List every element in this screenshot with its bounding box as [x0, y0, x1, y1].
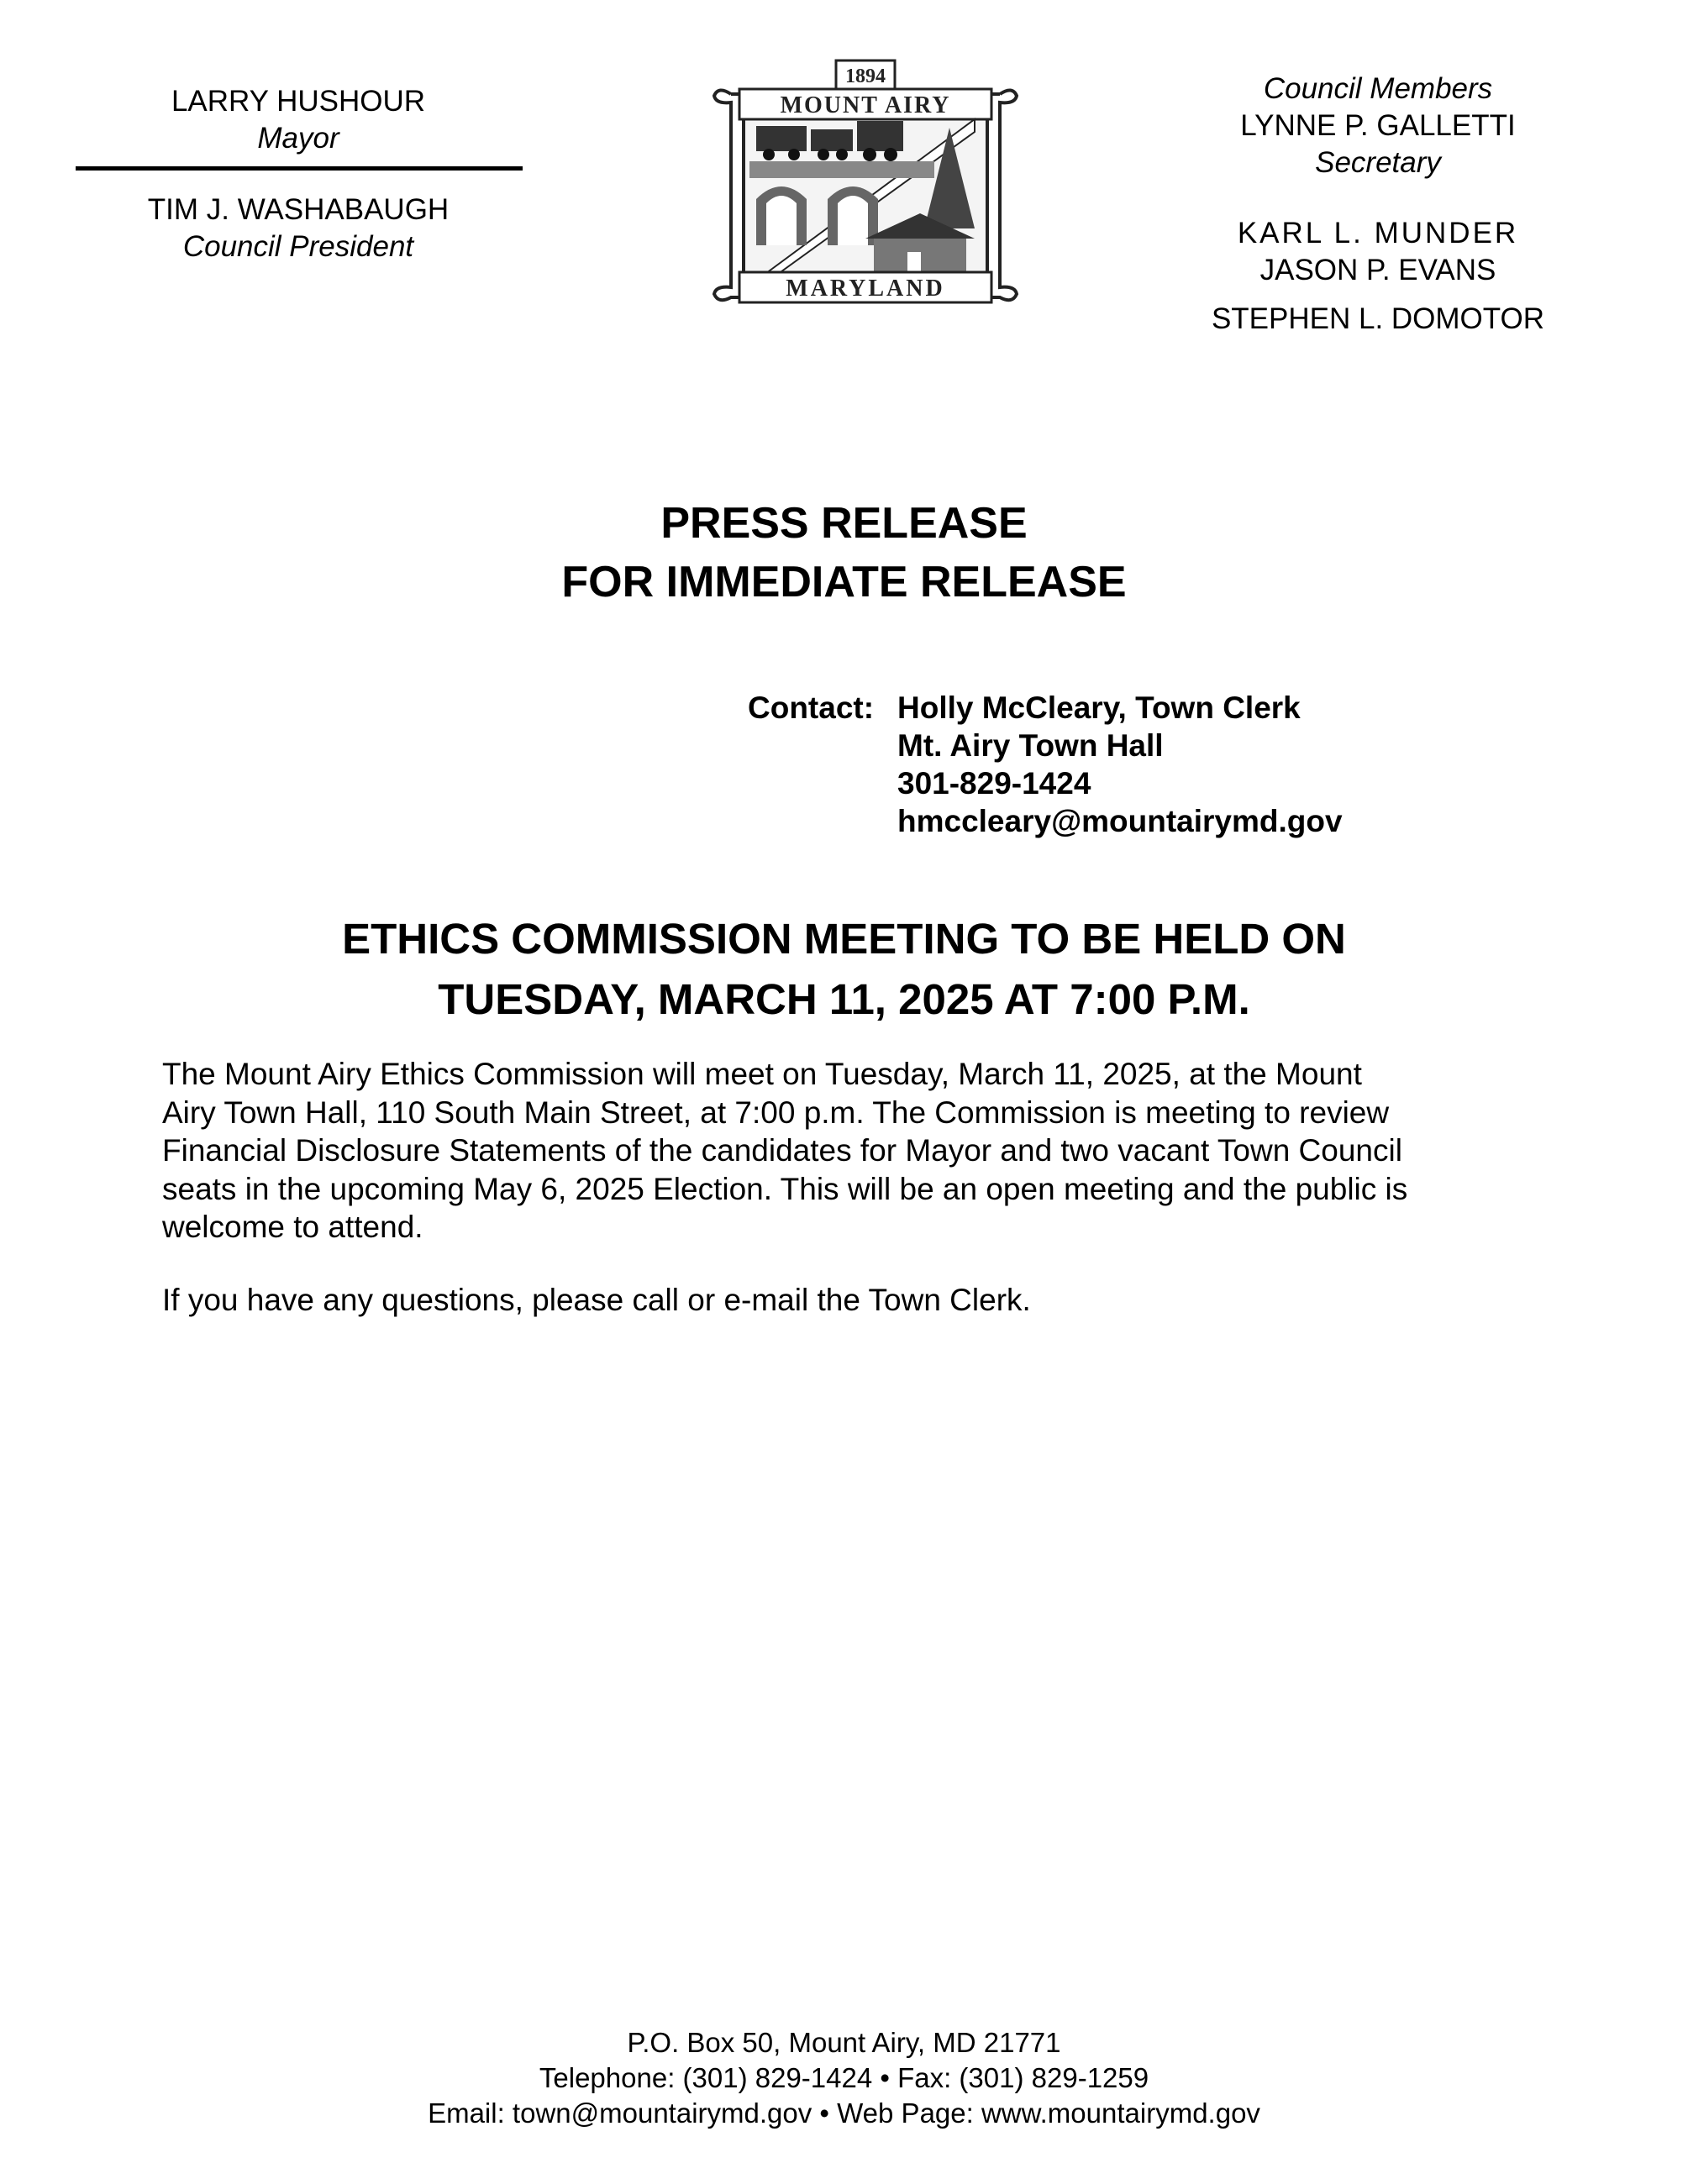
council-member-title: Secretary — [1315, 146, 1441, 179]
header-divider — [76, 166, 523, 171]
contact-label: Contact: — [748, 690, 875, 725]
seal-top-text: MOUNT AIRY — [780, 92, 951, 118]
footer — [0, 2025, 1688, 2131]
footer-email-web: Email: town@mountairymd.gov • Web Page: www.mountairymd.gov — [428, 2097, 1260, 2129]
body-line: seats in the upcoming May 6, 2025 Election. This will be an open meeting and the public is — [162, 1171, 1408, 1206]
press-release-title — [0, 494, 1688, 612]
body-line: The Mount Airy Ethics Commission will meet on Tuesday, March 11, 2025, at the Mount — [162, 1057, 1362, 1091]
footer-phone-fax: Telephone: (301) 829-1424 • Fax: (301) 829-1259 — [539, 2062, 1149, 2093]
contact-email: hmccleary@mountairymd.gov — [897, 804, 1343, 838]
council-member-name: STEPHEN L. DOMOTOR — [1211, 302, 1545, 335]
body-paragraph-1 — [162, 1055, 1523, 1247]
headline — [0, 909, 1688, 1030]
council-members-heading: Council Members — [1263, 72, 1493, 105]
press-release-line2: FOR IMMEDIATE RELEASE — [561, 558, 1127, 606]
body-paragraph-2: If you have any questions, please call or e-mail the Town Clerk. — [162, 1283, 1031, 1317]
council-president-block — [76, 192, 521, 265]
mayor-name: LARRY HUSHOUR — [171, 85, 426, 118]
body-line: welcome to attend. — [162, 1210, 423, 1244]
seal-year: 1894 — [845, 66, 886, 87]
mayor-title: Mayor — [257, 122, 339, 155]
council-member-name: KARL L. MUNDER — [1237, 217, 1519, 249]
mayor-block — [76, 83, 521, 157]
headline-line1: ETHICS COMMISSION MEETING TO BE HELD ON — [342, 915, 1346, 963]
council-members-block — [1172, 71, 1584, 181]
footer-address: P.O. Box 50, Mount Airy, MD 21771 — [627, 2027, 1061, 2058]
seal-bottom-text: MARYLAND — [786, 276, 945, 302]
town-seal-logo — [697, 35, 1033, 353]
president-name: TIM J. WASHABAUGH — [147, 193, 450, 226]
council-member-name: LYNNE P. GALLETTI — [1240, 109, 1516, 142]
body-line: Airy Town Hall, 110 South Main Street, at 7:00 p.m. The Commission is meeting to review — [162, 1095, 1390, 1130]
contact-details — [897, 689, 1343, 840]
council-member-name: JASON P. EVANS — [1259, 254, 1496, 286]
body-line: Financial Disclosure Statements of the candidates for Mayor and two vacant Town Council — [162, 1133, 1402, 1168]
contact-office: Mt. Airy Town Hall — [897, 728, 1164, 763]
press-release-line1: PRESS RELEASE — [660, 499, 1028, 548]
council-members-list — [1172, 215, 1584, 338]
president-title: Council President — [182, 230, 414, 263]
contact-phone: 301-829-1424 — [897, 766, 1091, 801]
contact-name: Holly McCleary, Town Clerk — [897, 690, 1301, 725]
headline-line2: TUESDAY, MARCH 11, 2025 AT 7:00 P.M. — [438, 975, 1250, 1023]
